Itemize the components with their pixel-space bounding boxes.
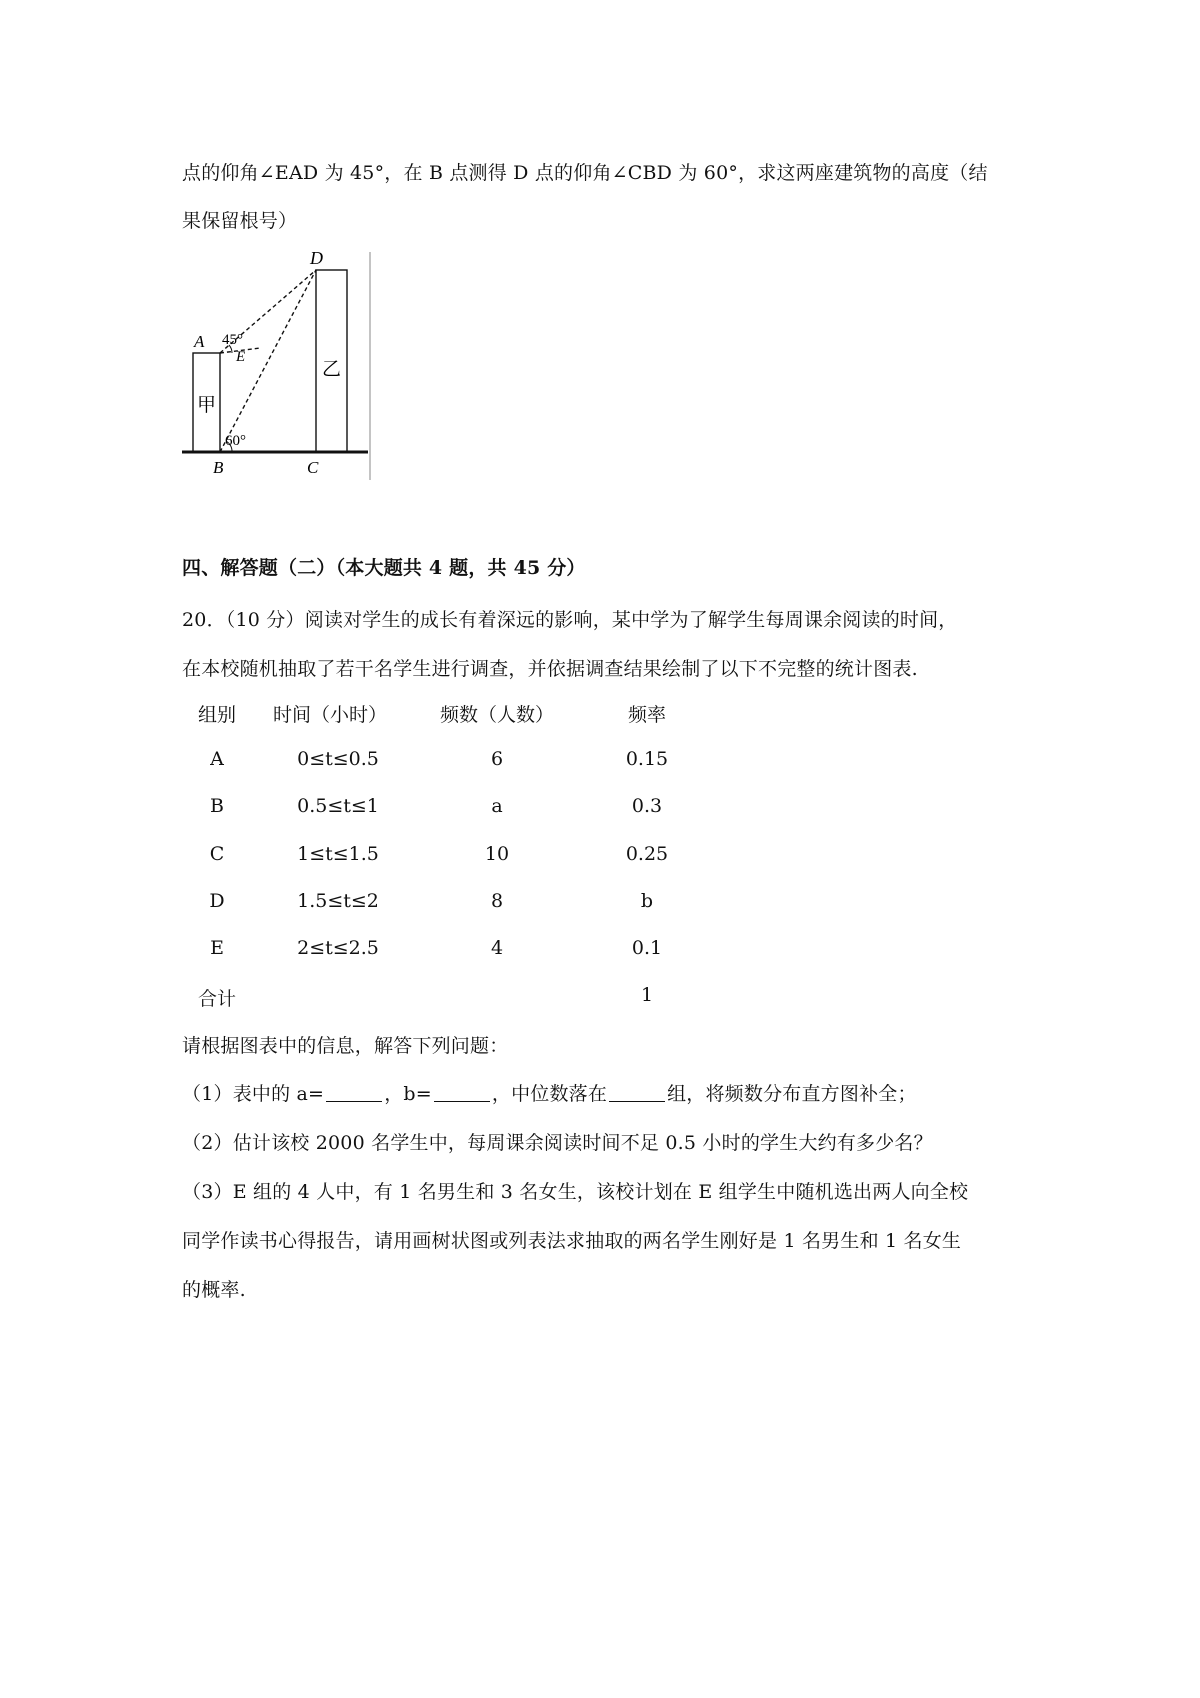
answer-blank-b[interactable] [434,1083,490,1102]
table-header-rate: 频率 [627,704,667,726]
table-cell-frequency: 6 [490,748,504,770]
label-a: A [194,332,205,351]
table-header-frequency: 频数（人数） [439,704,555,726]
sub-question-2: （2）估计该校 2000 名学生中，每周课余阅读时间不足 0.5 小时的学生大约有多少名？ [182,1132,933,1154]
table-cell-group: E [210,937,224,959]
table-cell-time: 0.5≤t≤1 [297,795,379,817]
question-text-line-2: 在本校随机抽取了若干名学生进行调查，并依据调查结果绘制了以下不完整的统计图表. [182,658,918,680]
table-total-value: 1 [640,984,654,1006]
table-cell-time: 2≤t≤2.5 [297,937,379,959]
table-cell-group: B [210,795,224,817]
sight-line-b-d [220,270,316,452]
sub-question-3-line-3: 的概率. [182,1279,246,1301]
label-angle-45: 45° [222,332,243,348]
table-header-group: 组别 [197,704,237,726]
label-building-yi: 乙 [322,358,342,380]
table-cell-time: 1.5≤t≤2 [297,890,379,912]
table-cell-rate: 0.1 [631,937,663,959]
answer-blank-median-group[interactable] [609,1083,665,1102]
intro-line-2: 果保留根号） [182,210,298,232]
table-cell-frequency: 4 [490,937,504,959]
label-d: D [310,250,323,268]
q1-text-a: （1）表中的 a= [182,1083,325,1105]
table-header-time: 时间（小时） [272,704,388,726]
label-c: C [307,458,319,477]
table-cell-rate: b [640,890,654,912]
q1-text-median: ，中位数落在 [491,1083,608,1105]
table-cell-frequency: 8 [490,890,504,912]
sub-question-1 [182,1079,917,1106]
table-cell-time: 0≤t≤0.5 [297,748,379,770]
table-cell-rate: 0.15 [625,748,669,770]
table-cell-time: 1≤t≤1.5 [297,843,379,865]
building-elevation-figure [180,250,372,480]
q1-text-b: ，b= [384,1083,432,1105]
label-b: B [213,458,224,477]
table-cell-frequency: a [491,795,503,817]
table-cell-frequency: 10 [484,843,510,865]
label-e: E [236,349,246,365]
answer-blank-a[interactable] [326,1083,382,1102]
table-cell-group: D [209,890,225,912]
section-heading: 四、解答题（二）（本大题共 4 题，共 45 分） [182,557,586,579]
sub-question-3-line-2: 同学作读书心得报告，请用画树状图或列表法求抽取的两名学生刚好是 1 名男生和 1 名女生 [182,1230,962,1252]
sub-question-3-line-1: （3）E 组的 4 人中，有 1 名男生和 3 名女生，该校计划在 E 组学生中随机选出两人向全校 [182,1181,969,1203]
table-total-label: 合计 [197,988,237,1010]
label-angle-60: 60° [225,433,246,449]
table-cell-rate: 0.3 [631,795,663,817]
label-building-jia: 甲 [197,394,217,416]
table-cell-rate: 0.25 [625,843,669,865]
question-text-line-1: 20．（10 分）阅读对学生的成长有着深远的影响，某中学为了解学生每周课余阅读的时间， [182,609,958,631]
intro-line-1: 点的仰角∠EAD 为 45°，在 B 点测得 D 点的仰角∠CBD 为 60°，求这两座建筑物的高度（结 [182,162,988,184]
q1-text-end: 组，将频数分布直方图补全； [667,1083,917,1105]
table-cell-group: A [210,748,224,770]
table-cell-group: C [209,843,225,865]
answer-prompt: 请根据图表中的信息，解答下列问题： [182,1035,509,1057]
